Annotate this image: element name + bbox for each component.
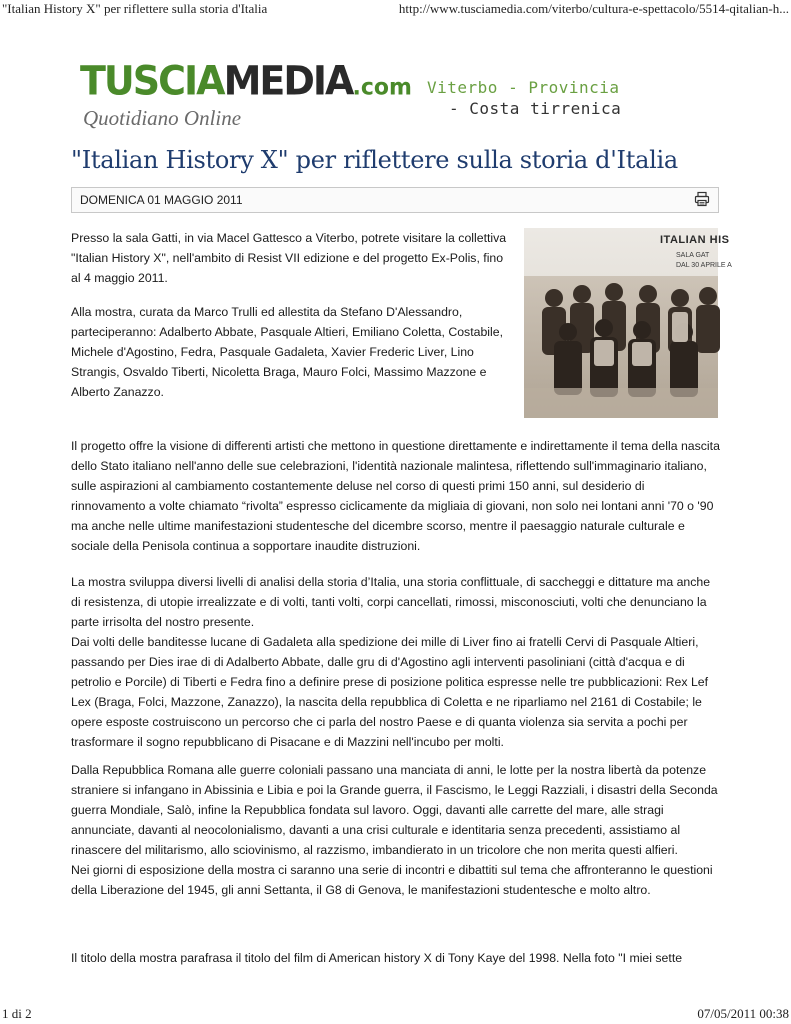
body-section-1 — [71, 436, 721, 556]
body-section-3 — [71, 760, 721, 900]
printer-icon[interactable] — [694, 191, 710, 207]
body-paragraph: Dai volti delle banditesse lucane di Gadaleta alla spedizione dei mille di Liver fino ai fratelli Cervi di Pasquale Altieri, passando per Dies irae di di Adalberto Abbate, dalle gru di d'Agostino agli interventi pasoliniani (città d'acqua e di petrolio e Porcile) di Tiberti e Fedra fino a definire prese di posizione politica espresse nelle tre pubblicazioni: Rex Lef Lex (Braga, Folci, Mazzone, Zanazzo), la nascita della repubblica di Coletta e ne riparliamo nel 2161 di Costabile; le opere esposte costruiscono un percorso che ci parla del nostro Paese e di quanta violenza sia servita a pochi per trasformare il sogno repubblicano di Pisacane e di Mazzini nell'incubo per molti. — [71, 635, 709, 749]
photo-caption-title: ITALIAN HIS — [660, 234, 730, 246]
intro-paragraph-1: Presso la sala Gatti, in via Macel Gattesco a Viterbo, potrete visitare la collettiva "Italian History X", nell'ambito di Resist VII edizione e del progetto Ex-Polis, fino al 4 maggio 2011. — [71, 231, 507, 285]
logo-media: MEDIA — [223, 57, 353, 104]
body-section-2 — [71, 572, 721, 752]
print-header-title: "Italian History X" per riflettere sulla storia d'Italia — [2, 1, 268, 16]
logo-tagline: Quotidiano Online — [83, 106, 242, 130]
photo-caption-dates: DAL 30 APRILE A — [676, 262, 732, 269]
body-paragraph: Dalla Repubblica Romana alle guerre coloniali passano una manciata di anni, le lotte per la nostra libertà da potenze straniere si infangano in Abissinia e Libia e poi la Grande guerra, il Fascismo, le Leggi Razziali, i disastri della Seconda guerra Mondiale, Salò, infine la Repubblica fondata sul lavoro. Oggi, davanti alle carrette del mare, alle stragi annunciate, davanti al neocolonialismo, davanti a una crisi culturale e identitaria senza precedenti, assistiamo al rinascere del militarismo, allo sciovinismo, al razzismo, imbandierato in un tricolore che non merita questi alfieri. — [71, 763, 718, 857]
logo-com: .com — [352, 74, 412, 101]
logo-wordmark — [80, 57, 412, 108]
print-timestamp: 07/05/2011 00:38 — [697, 1006, 789, 1021]
article-date: DOMENICA 01 MAGGIO 2011 — [80, 193, 243, 207]
body-paragraph: Nei giorni di esposizione della mostra ci saranno una serie di incontri e dibattiti sul tema che affronteranno le questioni della Liberazione del 1945, gli anni Settanta, il G8 di Genova, le manifestazioni studentesche e molto altro. — [71, 863, 713, 897]
print-header — [0, 0, 791, 18]
logo-tuscia: TUSCIA — [80, 57, 224, 104]
article-intro — [71, 228, 511, 416]
article-title: "Italian History X" per riflettere sulla storia d'Italia — [71, 146, 678, 174]
region-line-1: Viterbo - Provincia — [427, 78, 620, 97]
article-meta-bar — [71, 187, 719, 213]
print-footer — [0, 1004, 791, 1022]
intro-paragraph-2: Alla mostra, curata da Marco Trulli ed allestita da Stefano D'Alessandro, parteciperanno: Adalberto Abbate, Pasquale Altieri, Emiliano Coletta, Costabile, Michele d'Agostino, Fedra, Pasquale Gadaleta, Xavier Frederic Liver, Lino Strangis, Osvaldo Tiberti, Nicoletta Braga, Mauro Folci, Massimo Mazzone e Alberto Zanazzo. — [71, 305, 504, 399]
region-line-2: - Costa tirrenica — [449, 99, 622, 118]
page-counter: 1 di 2 — [2, 1006, 32, 1021]
region-banner — [427, 77, 627, 119]
print-header-url: http://www.tusciamedia.com/viterbo/cultura-e-spettacolo/5514-qitalian-h... — [398, 1, 789, 16]
body-paragraph: Il titolo della mostra parafrasa il titolo del film di American history X di Tony Kaye del 1998. Nella foto "I miei sette — [71, 951, 683, 965]
exhibition-photo — [524, 228, 732, 418]
site-logo[interactable] — [80, 57, 412, 132]
photo-caption-venue: SALA GAT — [676, 252, 710, 259]
body-paragraph: La mostra sviluppa diversi livelli di analisi della storia d’Italia, una storia conflittuale, di saccheggi e dittature ma anche di resistenza, di utopie irrealizzate e di volti, tanti volti, corpi cancellati, rimossi, misconosciuti, volti che denunciano la parte irrisolta del nostro presente. — [71, 575, 711, 629]
body-section-4 — [71, 948, 721, 968]
body-paragraph: Il progetto offre la visione di differenti artisti che mettono in questione direttamente e indirettamente il tema della nascita dello Stato italiano nell'anno delle sue celebrazioni, l'identità nazionale malintesa, riflettendo sull'immaginario italiano, sulle aspirazioni al cambiamento costantemente deluse nel corso di questi primi 150 anni, sul desiderio di rinnovamento a volte chiamato “rivolta” espresso ciclicamente da migliaia di giovani, non solo nei lontani anni '70 o '90 ma anche nelle ultime manifestazioni studentesche del dicembre scorso, mentre il paesaggio naturale culturale e sociale della Penisola continua a sopportare inaudite distruzioni. — [71, 439, 720, 553]
